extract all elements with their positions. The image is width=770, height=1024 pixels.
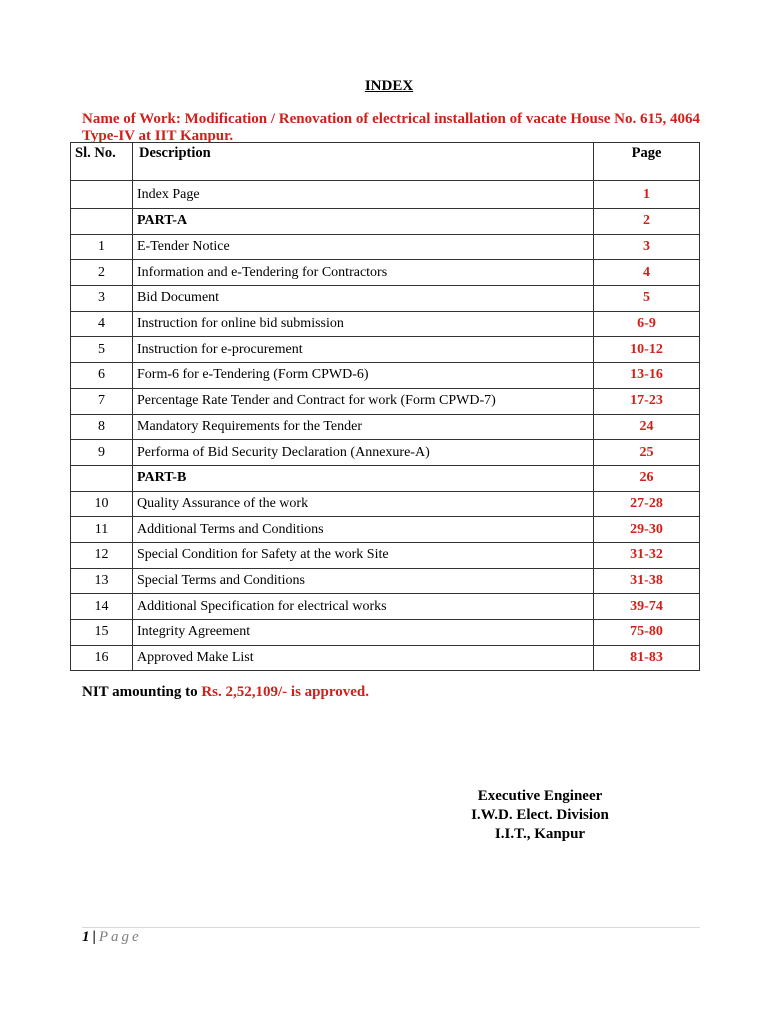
row-description: Approved Make List — [133, 645, 594, 671]
row-sl: 8 — [71, 414, 133, 440]
signatory-division: I.W.D. Elect. Division — [471, 807, 609, 823]
row-sl: 5 — [71, 337, 133, 363]
work-name: Name of Work: Modification / Renovation of electrical installation of vacate House No. 615, 4064 Type-IV at IIT Kanpur. — [82, 111, 700, 144]
row-page: 31-32 — [594, 542, 700, 568]
row-page: 31-38 — [594, 568, 700, 594]
table-row — [71, 440, 700, 466]
row-page: 10-12 — [594, 337, 700, 363]
row-description: Quality Assurance of the work — [133, 491, 594, 517]
row-description: Form-6 for e-Tendering (Form CPWD-6) — [133, 363, 594, 389]
row-page: 17-23 — [594, 388, 700, 414]
row-description: Additional Specification for electrical works — [133, 594, 594, 620]
row-description: Special Terms and Conditions — [133, 568, 594, 594]
part-heading: PART-B — [133, 465, 594, 491]
row-description: Mandatory Requirements for the Tender — [133, 414, 594, 440]
approval-amount: Rs. 2,52,109/- is approved. — [201, 684, 370, 700]
header-sl-no: Sl. No. — [71, 143, 133, 181]
row-description: E-Tender Notice — [133, 234, 594, 260]
row-description: Index Page — [133, 181, 594, 209]
header-page: Page — [594, 143, 700, 181]
row-sl: 14 — [71, 594, 133, 620]
row-sl: 16 — [71, 645, 133, 671]
table-row — [71, 594, 700, 620]
row-sl: 12 — [71, 542, 133, 568]
row-page: 5 — [594, 286, 700, 312]
row-sl: 4 — [71, 311, 133, 337]
row-sl — [71, 209, 133, 235]
table-row — [71, 260, 700, 286]
row-sl: 11 — [71, 517, 133, 543]
row-page: 13-16 — [594, 363, 700, 389]
table-row — [71, 568, 700, 594]
row-sl: 10 — [71, 491, 133, 517]
row-page: 1 — [594, 181, 700, 209]
row-page: 4 — [594, 260, 700, 286]
signatory-title: Executive Engineer — [477, 788, 603, 804]
signatory-institute: I.I.T., Kanpur — [494, 826, 586, 842]
row-description: Performa of Bid Security Declaration (Annexure-A) — [133, 440, 594, 466]
part-heading: PART-A — [133, 209, 594, 235]
row-page: 81-83 — [594, 645, 700, 671]
table-row — [71, 209, 700, 235]
table-row — [71, 491, 700, 517]
table-row — [71, 234, 700, 260]
row-page: 29-30 — [594, 517, 700, 543]
row-page: 39-74 — [594, 594, 700, 620]
table-row — [71, 286, 700, 312]
row-page: 27-28 — [594, 491, 700, 517]
footer-divider — [82, 927, 700, 928]
row-sl: 1 — [71, 234, 133, 260]
page-title: INDEX — [364, 78, 414, 94]
row-description: Additional Terms and Conditions — [133, 517, 594, 543]
row-sl: 6 — [71, 363, 133, 389]
row-description: Bid Document — [133, 286, 594, 312]
table-row — [71, 337, 700, 363]
table-row — [71, 181, 700, 209]
table-row — [71, 311, 700, 337]
row-description: Integrity Agreement — [133, 620, 594, 646]
row-page: 24 — [594, 414, 700, 440]
row-sl — [71, 181, 133, 209]
row-sl: 13 — [71, 568, 133, 594]
index-table — [70, 142, 700, 671]
footer-separator: | — [92, 929, 96, 945]
row-page: 2 — [594, 209, 700, 235]
row-description: Special Condition for Safety at the work Site — [133, 542, 594, 568]
row-sl: 3 — [71, 286, 133, 312]
table-row — [71, 620, 700, 646]
header-description: Description — [133, 143, 594, 181]
row-sl: 15 — [71, 620, 133, 646]
row-sl: 2 — [71, 260, 133, 286]
row-page: 75-80 — [594, 620, 700, 646]
table-row — [71, 363, 700, 389]
row-page: 3 — [594, 234, 700, 260]
row-sl: 7 — [71, 388, 133, 414]
table-row — [71, 465, 700, 491]
footer-page-word: Page — [98, 929, 142, 945]
row-page: 26 — [594, 465, 700, 491]
table-row — [71, 388, 700, 414]
table-row — [71, 542, 700, 568]
signature-block — [440, 787, 640, 844]
page-footer — [82, 929, 142, 946]
row-description: Instruction for online bid submission — [133, 311, 594, 337]
row-sl — [71, 465, 133, 491]
approval-statement — [82, 684, 369, 701]
row-description: Information and e-Tendering for Contractors — [133, 260, 594, 286]
table-row — [71, 517, 700, 543]
row-description: Instruction for e-procurement — [133, 337, 594, 363]
row-page: 6-9 — [594, 311, 700, 337]
table-row — [71, 414, 700, 440]
table-header-row — [71, 143, 700, 181]
footer-page-number: 1 — [82, 929, 90, 945]
approval-prefix: NIT amounting to — [82, 684, 198, 700]
row-page: 25 — [594, 440, 700, 466]
row-description: Percentage Rate Tender and Contract for work (Form CPWD-7) — [133, 388, 594, 414]
row-sl: 9 — [71, 440, 133, 466]
table-row — [71, 645, 700, 671]
